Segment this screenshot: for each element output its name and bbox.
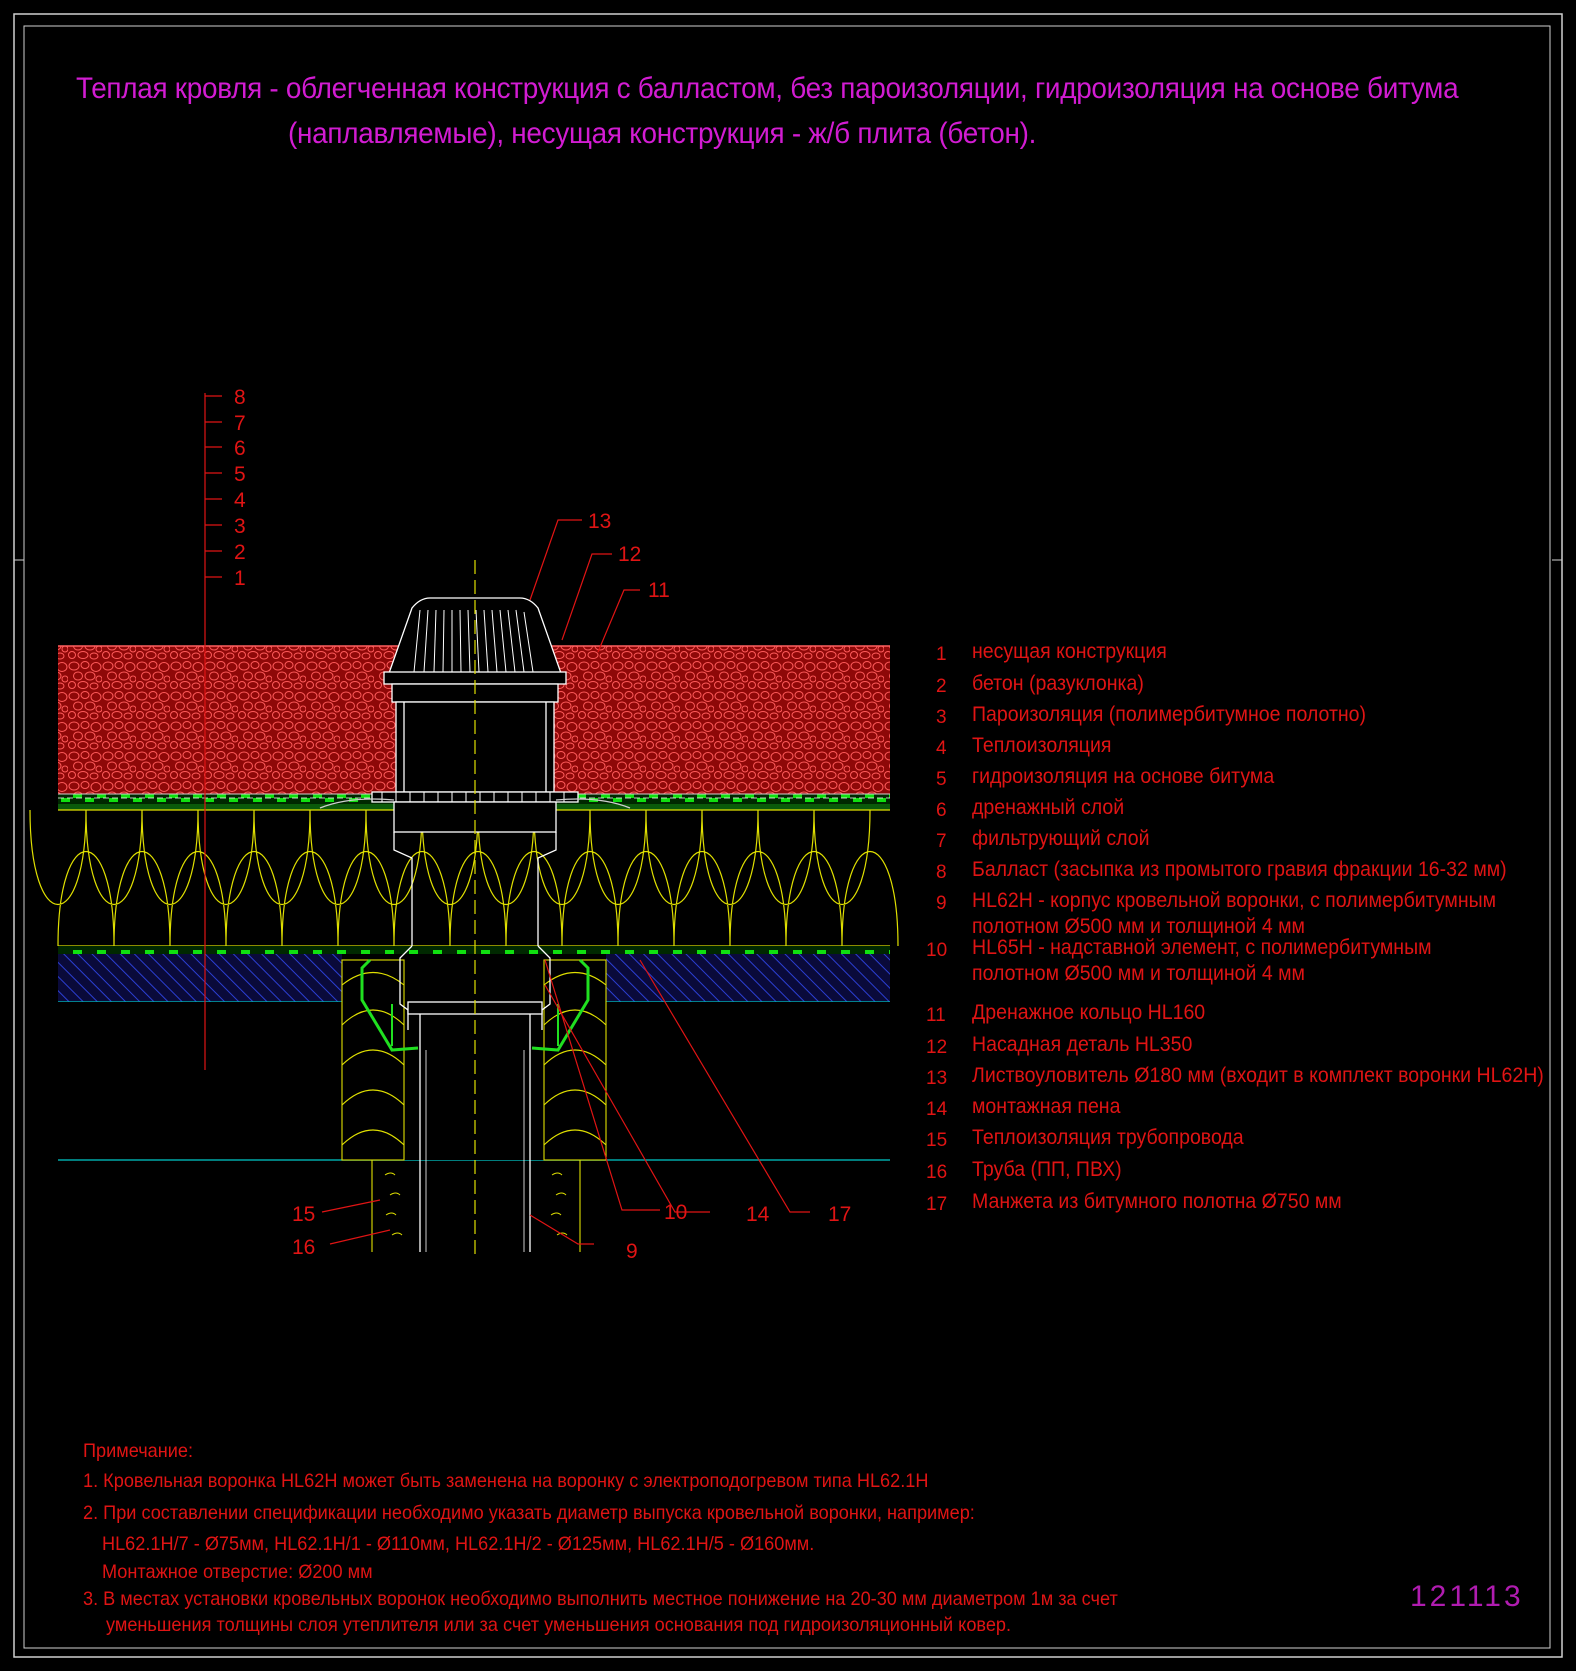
legend-text: HL65H - надставной элемент, с полимербитумным: [972, 936, 1432, 959]
legend-number: 1: [936, 644, 947, 665]
callout-15: 15: [292, 1203, 316, 1226]
drawing-title-line1: Теплая кровля - облегченная конструкция с балластом, без пароизоляции, гидроизоляция на основе битума: [76, 72, 1459, 105]
layer-scale-labels: [234, 386, 246, 590]
callout-16: 16: [292, 1236, 316, 1259]
legend-text: Манжета из битумного полотна Ø750 мм: [972, 1190, 1342, 1213]
legend-text: HL62H - корпус кровельной воронки, с полимербитумным: [972, 889, 1497, 912]
legend-text: гидроизоляция на основе битума: [972, 765, 1275, 788]
sheet-number: 121113: [1410, 1580, 1524, 1613]
legend-text-cont: полотном Ø500 мм и толщиной 4 мм: [972, 915, 1305, 938]
legend-text-cont: полотном Ø500 мм и толщиной 4 мм: [972, 962, 1305, 985]
layer-tick-1: 1: [234, 567, 246, 590]
layer-tick-3: 3: [234, 515, 246, 538]
legend-number: 5: [936, 769, 947, 790]
legend-text: Теплоизоляция: [972, 734, 1112, 757]
legend-number: 10: [926, 940, 948, 961]
drawing-title-line2: (наплавляемые), несущая конструкция - ж/б плита (бетон).: [288, 117, 1037, 150]
legend-text: Теплоизоляция трубопровода: [972, 1126, 1244, 1149]
layer-tick-4: 4: [234, 489, 246, 512]
note-3-cont: уменьшения толщины слоя утеплителя или за счет уменьшения основания под гидроизоляционный ковер.: [106, 1614, 1012, 1636]
callout-12: 12: [618, 543, 642, 566]
layer-tick-8: 8: [234, 386, 246, 409]
note-3: 3. В местах установки кровельных воронок необходимо выполнить местное понижение на 20-30 мм диаметром 1м за счет: [83, 1588, 1118, 1610]
legend-number: 7: [936, 831, 947, 852]
layer-tick-2: 2: [234, 541, 246, 564]
legend-number: 8: [936, 862, 947, 883]
legend-number: 4: [936, 738, 947, 759]
notes-heading: Примечание:: [83, 1440, 194, 1462]
legend-number: 17: [926, 1194, 948, 1215]
layer-tick-6: 6: [234, 437, 246, 460]
legend-text: монтажная пена: [972, 1095, 1121, 1118]
legend-number: 6: [936, 800, 947, 821]
legend-text: несущая конструкция: [972, 640, 1167, 663]
layer-tick-7: 7: [234, 412, 246, 435]
legend-text: дренажный слой: [972, 796, 1125, 819]
layer-tick-5: 5: [234, 463, 246, 486]
callout-13: 13: [588, 510, 612, 533]
vapour-barrier-layer: [58, 946, 890, 954]
legend-number: 11: [926, 1005, 946, 1026]
legend-number: 13: [926, 1068, 948, 1089]
callout-17: 17: [828, 1203, 852, 1226]
legend-text: Пароизоляция (полимербитумное полотно): [972, 703, 1367, 726]
callout-14: 14: [746, 1203, 770, 1226]
legend-text: Балласт (засыпка из промытого гравия фракции 16-32 мм): [972, 858, 1507, 881]
note-2-models: HL62.1H/7 - Ø75мм, HL62.1H/1 - Ø110мм, HL62.1H/2 - Ø125мм, HL62.1H/5 - Ø160мм.: [102, 1533, 815, 1555]
callout-9: 9: [626, 1240, 638, 1263]
callout-10: 10: [664, 1201, 688, 1224]
legend-number: 9: [936, 893, 947, 914]
callout-11: 11: [648, 579, 670, 602]
mounting-foam: [385, 1173, 567, 1235]
legend-number: 16: [926, 1162, 948, 1183]
note-2: 2. При составлении спецификации необходимо указать диаметр выпуска кровельной воронки, например:: [83, 1502, 975, 1524]
legend-text: Листвоуловитель Ø180 мм (входит в комплект воронки HL62H): [972, 1064, 1544, 1087]
legend-number: 14: [926, 1099, 948, 1120]
legend-number: 15: [926, 1130, 948, 1151]
legend-text: фильтрующий слой: [972, 827, 1150, 850]
legend-number: 2: [936, 676, 947, 697]
legend-text: Труба (ПП, ПВХ): [972, 1158, 1122, 1181]
legend-text: бетон (разуклонка): [972, 672, 1144, 695]
legend-number: 3: [936, 707, 947, 728]
note-1: 1. Кровельная воронка HL62H может быть заменена на воронку с электроподогревом типа HL62.1H: [83, 1470, 929, 1492]
note-2-opening: Монтажное отверстие: Ø200 мм: [102, 1561, 373, 1583]
legend-number: 12: [926, 1037, 948, 1058]
legend-text: Насадная деталь HL350: [972, 1033, 1193, 1056]
legend-text: Дренажное кольцо HL160: [972, 1001, 1206, 1024]
